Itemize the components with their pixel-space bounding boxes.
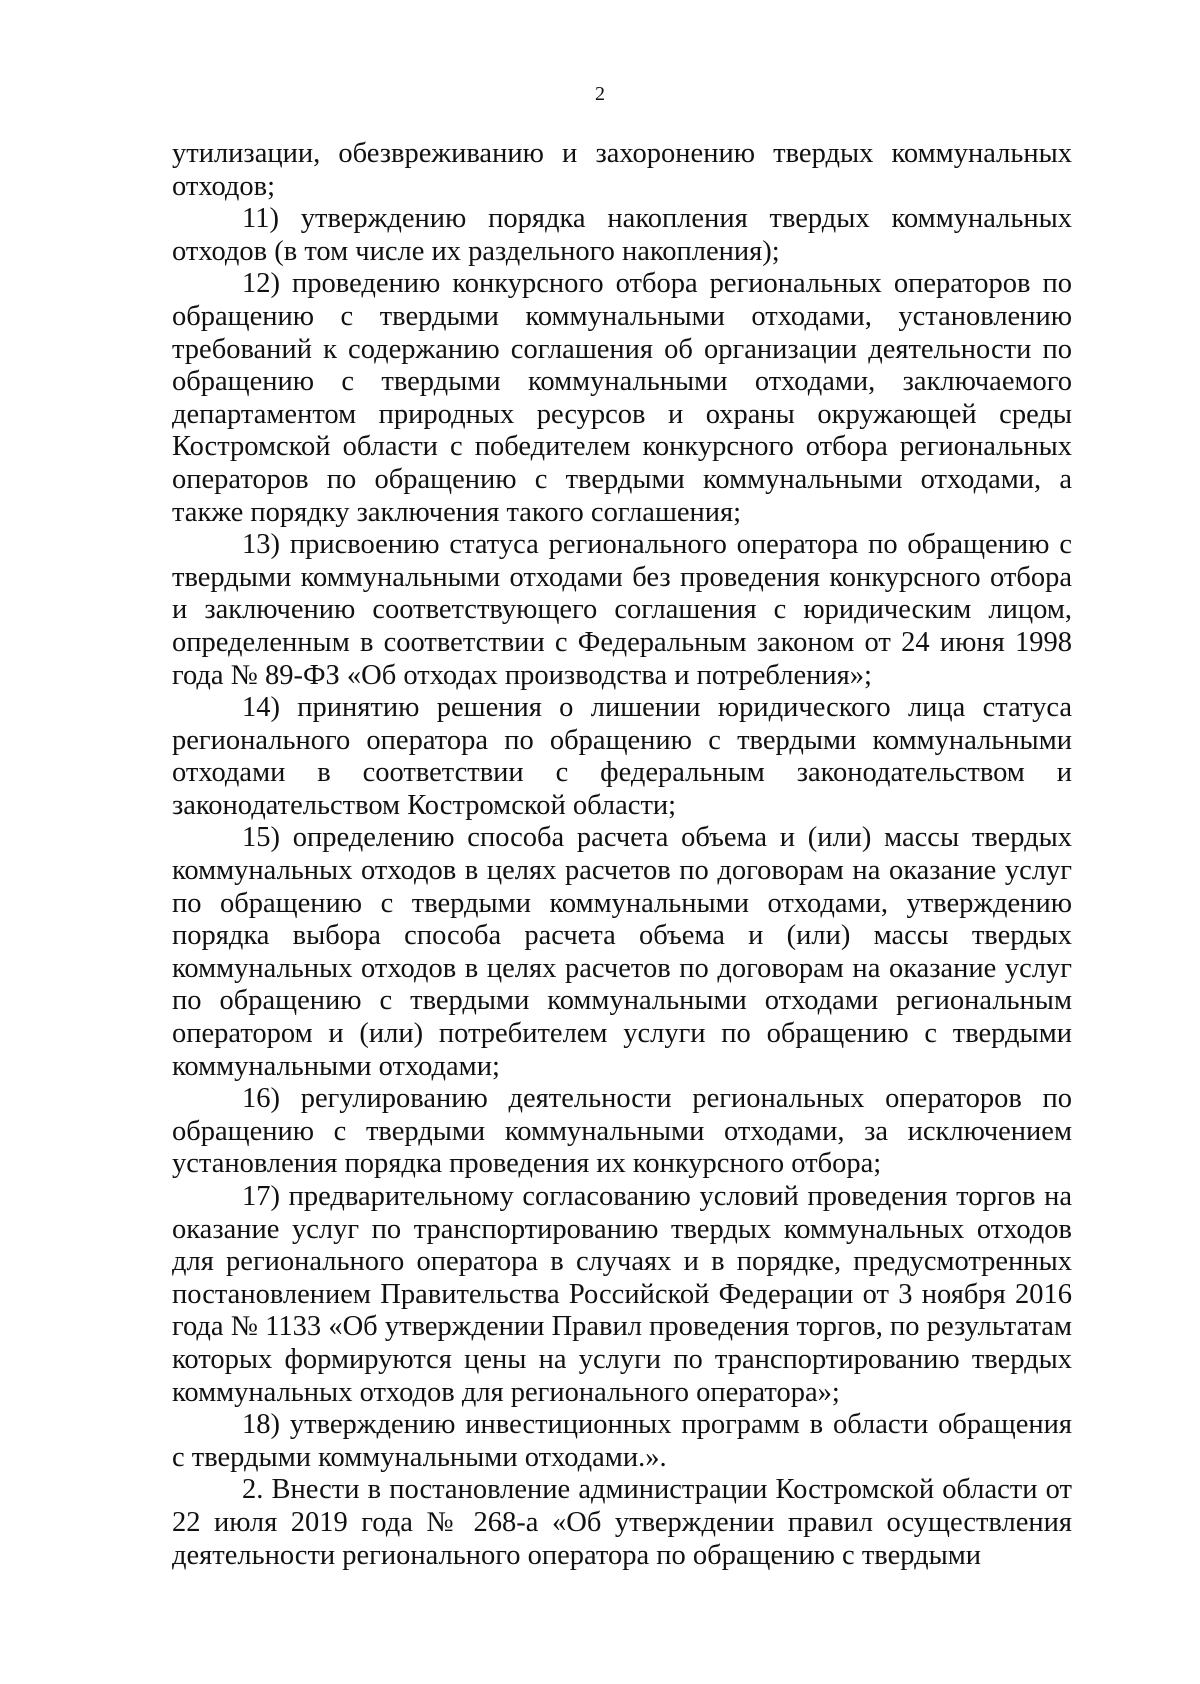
paragraph-item-16: 16) регулированию деятельности региональных операторов по обращению с твердыми коммунальными отходами, за исключением установления порядка проведения их конкурсного отбора;	[172, 1083, 1072, 1180]
paragraph-item-13: 13) присвоению статуса регионального оператора по обращению с твердыми коммунальными отходами без проведения конкурсного отбора и заключению соответствующего соглашения с юридическим лицом, определенным в соответствии с Федеральным законом от 24 июня 1998 года № 89-ФЗ «Об отходах производства и потребления»;	[172, 529, 1072, 691]
paragraph-item-15: 15) определению способа расчета объема и (или) массы твердых коммунальных отходов в целях расчетов по договорам на оказание услуг по обращению с твердыми коммунальными отходами, утверждению порядка выбора способа расчета объема и (или) массы твердых коммунальных отходов в целях расчетов по договорам на оказание услуг по обращению с твердыми коммунальными отходами региональным оператором и (или) потребителем услуги по обращению с твердыми коммунальными отходами;	[172, 822, 1072, 1082]
paragraph-item-18: 18) утверждению инвестиционных программ в области обращения с твердыми коммунальными отходами.».	[172, 1409, 1072, 1473]
paragraph-item-12: 12) проведению конкурсного отбора региональных операторов по обращению с твердыми коммунальными отходами, установлению требований к содержанию соглашения об организации деятельности по обращению с твердыми коммунальными отходами, заключаемого департаментом природных ресурсов и охраны окружающей среды Костромской области с победителем конкурсного отбора региональных операторов по обращению с твердыми коммунальными отходами, а также порядку заключения такого соглашения;	[172, 268, 1072, 528]
document-body	[172, 138, 1072, 1572]
paragraph-item-17: 17) предварительному согласованию условий проведения торгов на оказание услуг по транспортированию твердых коммунальных отходов для регионального оператора в случаях и в порядке, предусмотренных постановлением Правительства Российской Федерации от 3 ноября 2016 года № 1133 «Об утверждении Правил проведения торгов, по результатам которых формируются цены на услуги по транспортированию твердых коммунальных отходов для регионального оператора»;	[172, 1181, 1072, 1408]
page-number: 2	[595, 83, 605, 105]
paragraph-section-2: 2. Внести в постановление администрации Костромской области от 22 июля 2019 года № 268-а «Об утверждении правил осуществления деятельности регионального оператора по обращению с твердыми	[172, 1474, 1072, 1571]
paragraph-item-11: 11) утверждению порядка накопления твердых коммунальных отходов (в том числе их раздельного накопления);	[172, 203, 1072, 267]
paragraph-continuation: утилизации, обезвреживанию и захоронению твердых коммунальных отходов;	[172, 138, 1072, 202]
paragraph-item-14: 14) принятию решения о лишении юридического лица статуса регионального оператора по обращению с твердыми коммунальными отходами в соответствии с федеральным законодательством и законодательством Костромской области;	[172, 692, 1072, 821]
